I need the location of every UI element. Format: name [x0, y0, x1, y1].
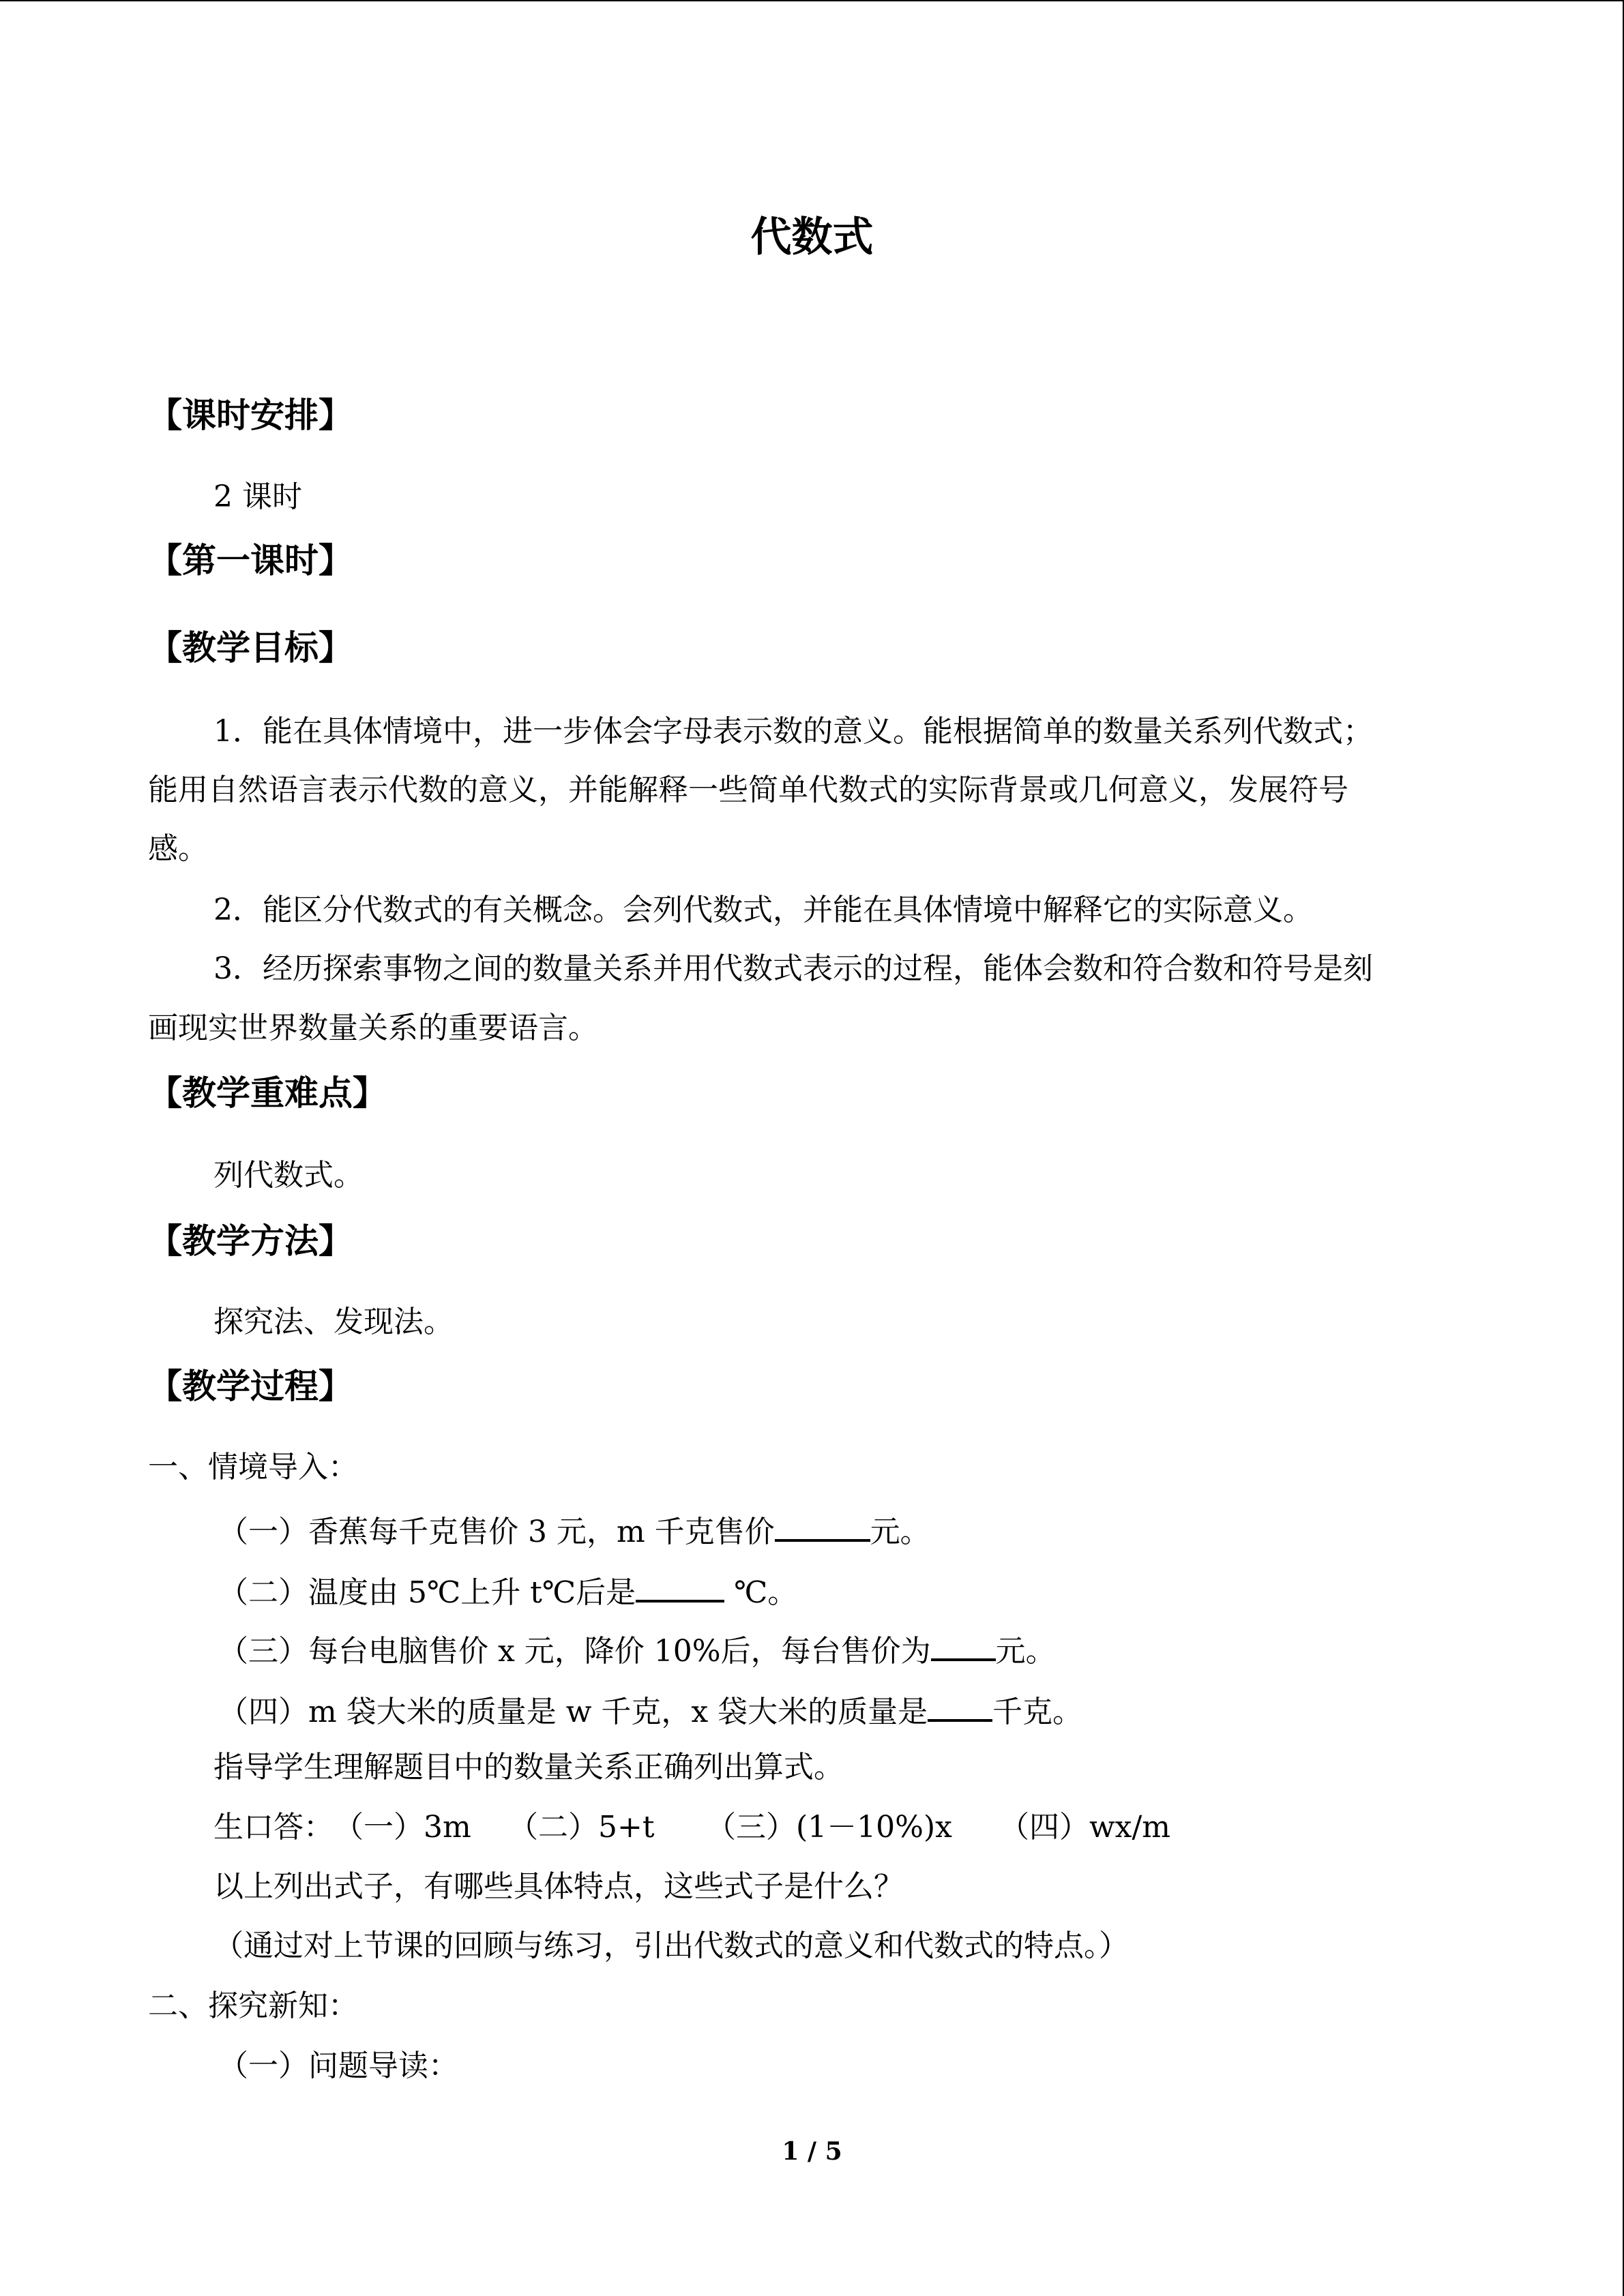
- question-2-text: （二）温度由 5℃上升 t℃后是: [218, 1575, 636, 1610]
- question-4-text: （四）m 袋大米的质量是 w 千克，x 袋大米的质量是: [218, 1695, 928, 1729]
- goal-3-line-1: 3．经历探索事物之间的数量关系并用代数式表示的过程，能体会数和符合数和符号是刻: [213, 951, 1373, 986]
- part2-title: 二、探究新知：: [148, 1988, 358, 2023]
- answer-blank: [775, 1508, 870, 1542]
- goal-3-line-2: 画现实世界数量关系的重要语言。: [148, 1011, 598, 1045]
- answer-1: （一）3m: [334, 1810, 471, 1845]
- sub1-title: （一）问题导读：: [218, 2048, 458, 2083]
- question-1-text: （一）香蕉每千克售价 3 元，m 千克售价: [218, 1515, 775, 1549]
- goal-1-line-1: 1．能在具体情境中，进一步体会字母表示数的意义。能根据简单的数量关系列代数式；: [213, 714, 1373, 749]
- answer-3: （三）(1－10%)x: [706, 1810, 952, 1845]
- question-2: [218, 1568, 797, 1613]
- question-3: [218, 1627, 1056, 1672]
- question-4-unit: 千克。: [992, 1695, 1083, 1729]
- key-points-value: 列代数式。: [213, 1158, 364, 1193]
- answer-blank: [931, 1627, 996, 1661]
- question-3-unit: 元。: [995, 1634, 1056, 1669]
- discussion-question: 以上列出式子，有哪些具体特点，这些式子是什么？: [213, 1869, 904, 1904]
- goal-1-line-2: 能用自然语言表示代数的意义，并能解释一些简单代数式的实际背景或几何意义，发展符号: [148, 773, 1348, 807]
- question-1-unit: 元。: [870, 1515, 930, 1549]
- page-indicator: 1 / 5: [782, 2137, 842, 2166]
- answer-2: （二）5+t: [508, 1810, 655, 1845]
- part1-title: 一、情境导入：: [148, 1450, 358, 1485]
- student-answers: [213, 1807, 1170, 1848]
- guide-text: 指导学生理解题目中的数量关系正确列出算式。: [213, 1750, 844, 1785]
- heading-schedule: 【课时安排】: [148, 395, 353, 435]
- goal-1-line-3: 感。: [148, 831, 208, 866]
- question-2-unit: ℃。: [724, 1575, 798, 1610]
- heading-process: 【教学过程】: [148, 1366, 353, 1406]
- heading-key-points: 【教学重难点】: [148, 1073, 387, 1113]
- schedule-value: 2 课时: [213, 479, 302, 514]
- goal-2: 2．能区分代数式的有关概念。会列代数式，并能在具体情境中解释它的实际意义。: [213, 893, 1313, 927]
- question-3-text: （三）每台电脑售价 x 元，降价 10%后，每台售价为: [218, 1634, 931, 1669]
- heading-goals: 【教学目标】: [148, 627, 353, 668]
- answer-4: （四）wx/m: [999, 1810, 1171, 1845]
- heading-lesson1: 【第一课时】: [148, 540, 353, 580]
- answer-prefix: 生口答：: [213, 1810, 334, 1845]
- answer-blank: [636, 1568, 724, 1602]
- heading-method: 【教学方法】: [148, 1221, 353, 1261]
- teacher-note: （通过对上节课的回顾与练习，引出代数式的意义和代数式的特点。）: [213, 1928, 1129, 1963]
- answer-blank: [928, 1688, 992, 1722]
- question-4: [218, 1688, 1082, 1733]
- page-title: 代数式: [750, 213, 874, 261]
- question-1: [218, 1508, 930, 1553]
- method-value: 探究法、发现法。: [213, 1304, 454, 1339]
